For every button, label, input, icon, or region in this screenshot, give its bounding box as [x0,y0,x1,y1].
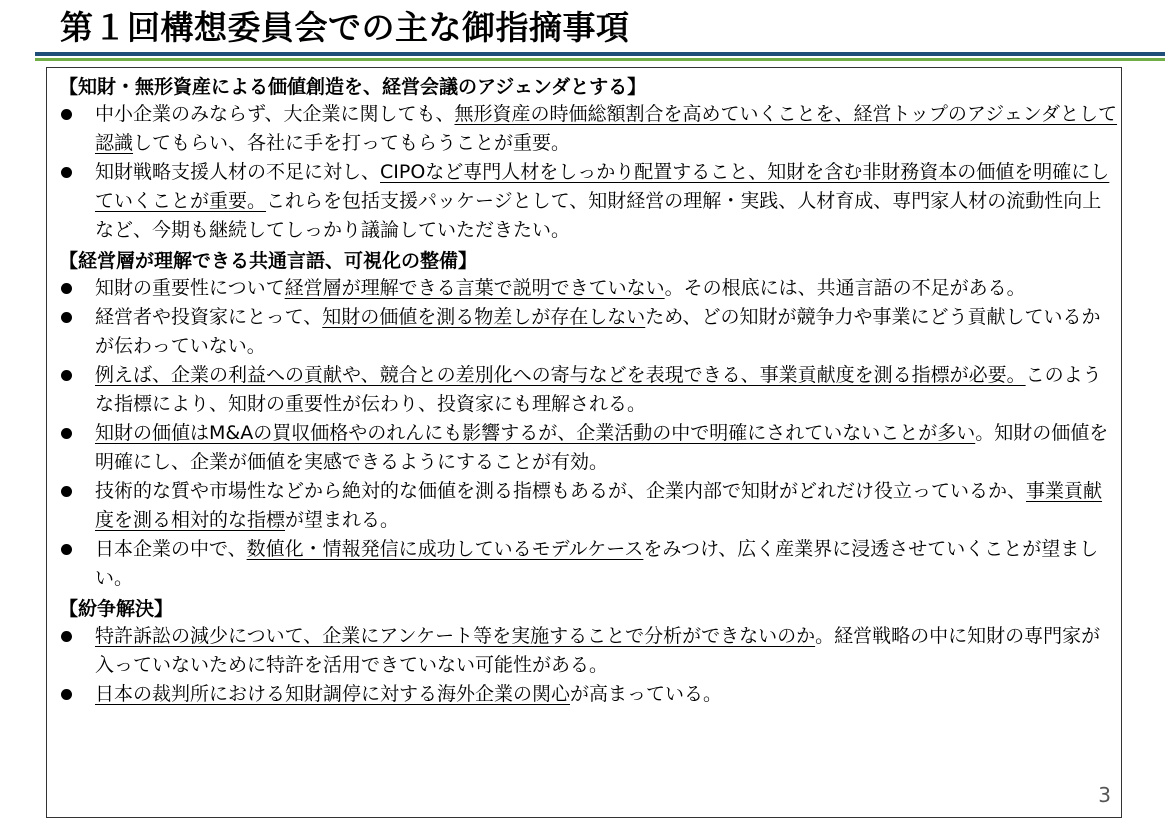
list-item [57,477,1119,535]
page-number: 3 [1098,783,1111,807]
title-rule-green [35,58,1165,61]
item-text: 。知財の価値を明確にし、企業が価値を実感できるようにすることが有効。 [95,422,1109,473]
underlined-text: 経営層が理解できる言葉で説明できていない [284,277,665,299]
list-item [57,361,1119,419]
item-text: 知財の重要性について [95,277,285,299]
underlined-text: 特許訴訟の減少について、企業にアンケート等を実施することで分析ができないのか [95,625,816,647]
item-text: ため、どの知財が競争力や事業にどう貢献しているかが伝わっていない。 [95,306,1101,357]
list-item [57,303,1119,361]
bullet-icon [61,370,72,381]
underlined-text: 日本の裁判所における知財調停に対する海外企業の関心 [95,683,571,705]
bullet-list [57,622,1119,709]
list-item [57,419,1119,477]
bullet-icon [61,689,72,700]
item-text: このような指標により、知財の重要性が伝わり、投資家にも理解される。 [95,364,1102,415]
section-heading: 【知財・無形資産による価値創造を、経営会議のアジェンダとする】 [59,76,647,98]
item-text: 。その根底には、共通言語の不足がある。 [664,277,1026,299]
item-text: してもらい、各社に手を打ってもらうことが重要。 [133,132,571,154]
item-text: をみつけ、広く産業界に浸透させていくことが望ましい。 [95,538,1099,589]
underlined-text: 無形資産の時価総額割合を高めていくことを、経営トップのアジェンダとして認識 [95,103,1118,154]
section-heading: 【経営層が理解できる共通言語、可視化の整備】 [59,250,478,272]
item-text: 経営者や投資家にとって、 [95,306,323,328]
underlined-text: CIPOなど専門人材をしっかり配置すること、知財を含む非財務資本の価値を明確にしていくことが重要。 [95,161,1110,212]
bullet-icon [61,428,72,439]
bullet-icon [61,544,72,555]
list-item [57,535,1119,593]
bullet-icon [61,631,72,642]
title-rule-blue [35,52,1165,56]
item-text: 知財戦略支援人材の不足に対し、 [95,161,381,183]
item-text: 。経営戦略の中に知財の専門家が入っていないために特許を活用できていない可能性がある。 [95,625,1101,676]
bullet-list [57,100,1119,245]
section-heading: 【紛争解決】 [59,598,174,620]
list-item [57,274,1119,303]
underlined-text: 例えば、企業の利益への貢献や、競合との差別化への寄与などを表現できる、事業貢献度を測る指標が必要。 [95,364,1026,386]
bullet-icon [61,283,72,294]
item-text: 技術的な質や市場性などから絶対的な価値を測る指標もあるが、企業内部で知財がどれだけ役立っているか、 [95,480,1027,502]
bullet-icon [61,167,72,178]
bullet-icon [61,109,72,120]
bullet-list [57,274,1119,593]
list-item [57,680,1119,709]
page-title: 第１回構想委員会での主な御指摘事項 [60,8,630,47]
underlined-text: 知財の価値を測る物差しが存在しない [322,306,646,328]
list-item [57,100,1119,158]
list-item [57,158,1119,245]
list-item [57,622,1119,680]
bullet-icon [61,486,72,497]
content [57,74,1119,712]
item-text: これらを包括支援パッケージとして、知財経営の理解・実践、人材育成、専門家人材の流動性向上など、今期も継続してしっかり議論していただきたい。 [95,190,1102,241]
underlined-text: 事業貢献度を測る相対的な指標 [95,480,1103,531]
item-text: 日本企業の中で、 [95,538,247,560]
underlined-text: 数値化・情報発信に成功しているモデルケース [246,538,644,560]
item-text: が望まれる。 [285,509,400,531]
underlined-text: 知財の価値はM&Aの買収価格やのれんにも影響するが、企業活動の中で明確にされていないことが多い [95,422,976,444]
content-box [46,67,1122,818]
bullet-icon [61,312,72,323]
item-text: が高まっている。 [570,683,723,705]
item-text: 中小企業のみならず、大企業に関しても、 [95,103,455,125]
